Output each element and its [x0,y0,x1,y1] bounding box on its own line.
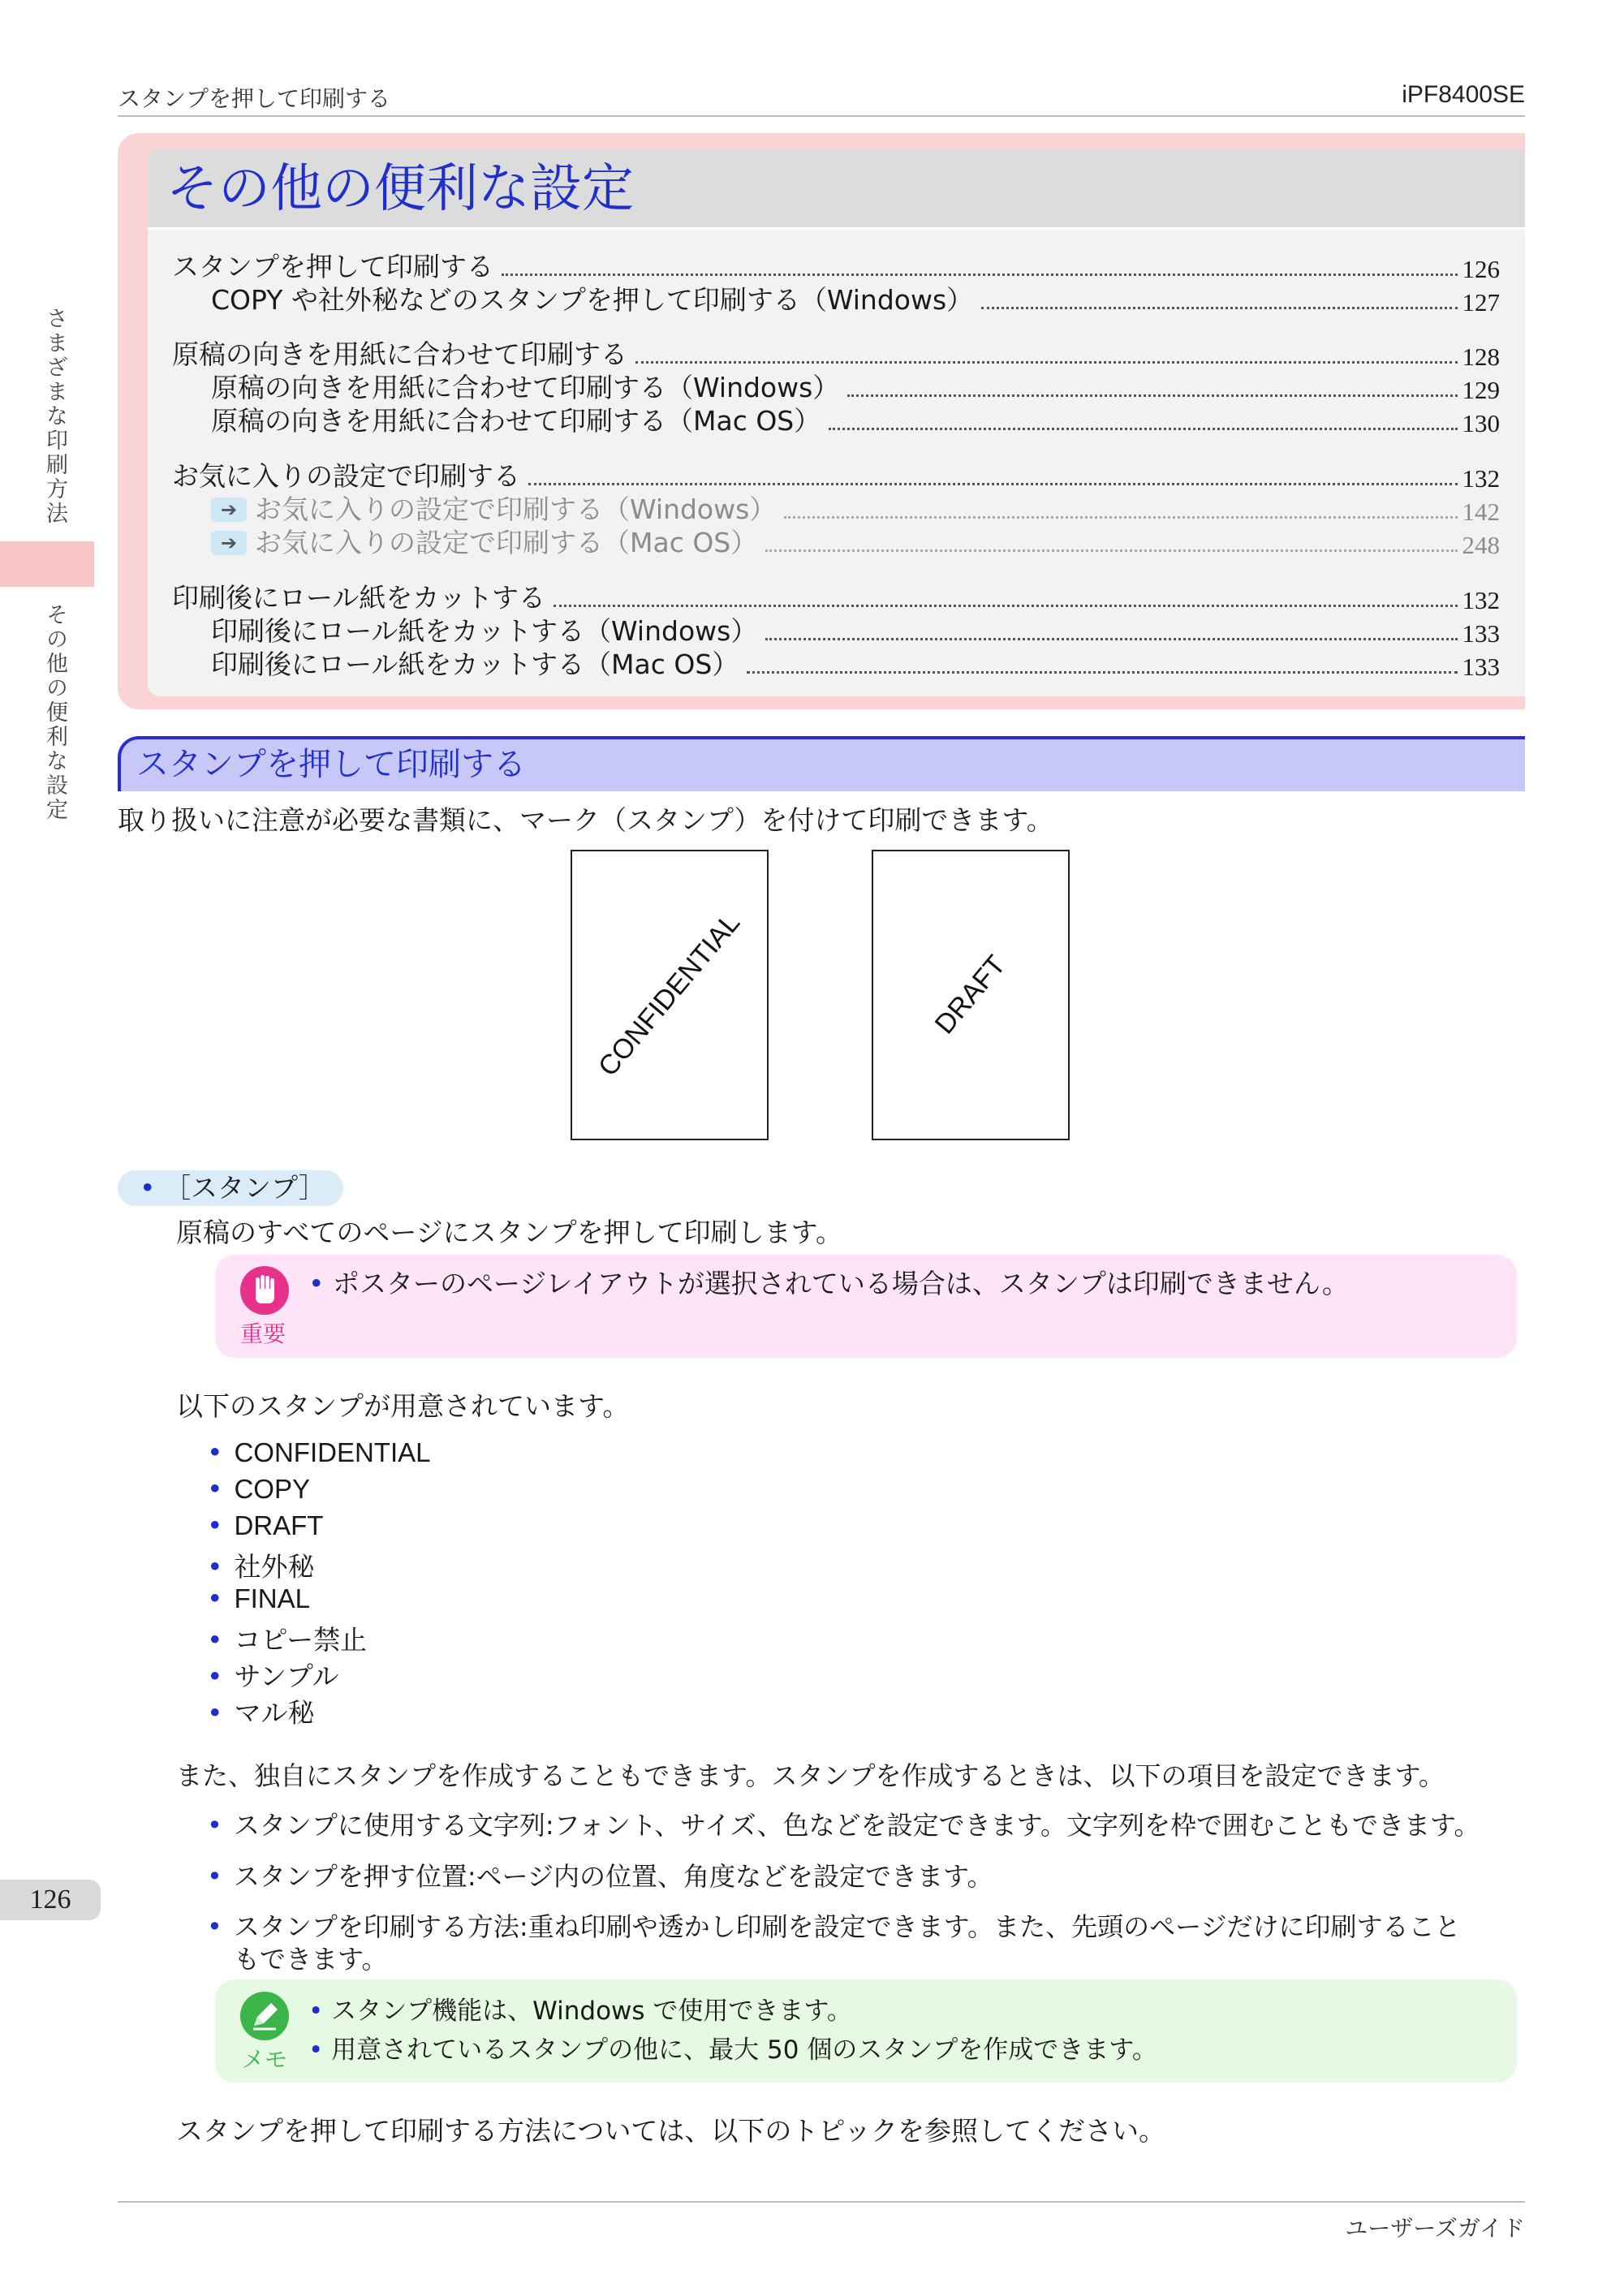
footer-guide-title: ユーザーズガイド [1345,2215,1525,2242]
toc-link-entry[interactable]: ➔ お気に入りの設定で印刷する（Mac OS） 248 [211,528,1500,560]
toc-entry[interactable]: 原稿の向きを用紙に合わせて印刷する（Windows） 129 [211,372,1500,404]
list-item: • COPY [207,1473,310,1505]
list-item: • 社外秘 [207,1551,315,1583]
arrow-right-icon: ➔ [211,531,247,555]
option-tag-stamp: • ［スタンプ］ [140,1172,325,1204]
list-item: • CONFIDENTIAL [207,1437,431,1468]
side-tab-active-marker [0,541,94,587]
custom-stamp-intro: また、独自にスタンプを作成することもできます。スタンプを作成するときは、以下の項目を設定できます。 [176,1760,1445,1791]
stamp-sample-text: CONFIDENTIAL [592,907,747,1083]
footer-rule [118,2201,1525,2203]
important-caption: 重要 [240,1320,286,1347]
bullet-icon: • [140,1172,156,1204]
toc-entry[interactable]: 印刷後にロール紙をカットする（Mac OS） 133 [211,648,1500,681]
arrow-right-icon: ➔ [211,498,247,522]
toc-link-entry[interactable]: ➔ お気に入りの設定で印刷する（Windows） 142 [211,494,1500,527]
section-outro: スタンプを押して印刷する方法については、以下のトピックを参照してください。 [176,2115,1166,2147]
pencil-icon [240,1992,289,2040]
section-intro: 取り扱いに注意が必要な書類に、マーク（スタンプ）を付けて印刷できます。 [118,804,1053,836]
stamp-sample-confidential [571,850,769,1140]
memo-caption: メモ [242,2046,288,2073]
running-header-model: iPF8400SE [1402,81,1525,108]
stamp-sample-draft [872,850,1070,1140]
side-tab-various-printing[interactable]: さまざまな印刷方法 [42,307,67,526]
toc-entry[interactable]: 印刷後にロール紙をカットする 132 [172,582,1500,614]
page-number: 126 [29,1885,71,1915]
toc-entry[interactable]: スタンプを押して印刷する 126 [172,251,1500,283]
memo-item: • 用意されているスタンプの他に、最大 50 個のスタンプを作成できます。 [308,2035,1157,2065]
list-item: • コピー禁止 [207,1624,368,1656]
bullet-icon: • [308,1997,324,2026]
header-rule [118,115,1525,117]
toc-entry[interactable]: COPY や社外秘などのスタンプを押して印刷する（Windows） 127 [211,284,1500,317]
important-item: • ポスターのページレイアウトが選択されている場合は、スタンプは印刷できません。 [308,1268,1349,1299]
hand-stop-icon [240,1266,289,1315]
side-tab-other-settings[interactable]: その他の便利な設定 [42,603,67,822]
bullet-icon: • [308,2035,324,2065]
list-item: • DRAFT [207,1510,324,1541]
stamp-sample-text: DRAFT [928,950,1012,1040]
toc-entry[interactable]: 印刷後にロール紙をカットする（Windows） 133 [211,615,1500,648]
chapter-title: その他の便利な設定 [166,159,634,219]
list-item: • スタンプを押す位置:ページ内の位置、角度などを設定できます。 [207,1861,993,1892]
option-description: 原稿のすべてのページにスタンプを押して印刷します。 [176,1217,843,1248]
toc-entry[interactable]: 原稿の向きを用紙に合わせて印刷する 128 [172,338,1500,371]
toc-entry[interactable]: お気に入りの設定で印刷する 132 [172,460,1500,493]
list-item-continuation: もできます。 [234,1944,388,1975]
list-item: • FINAL [207,1583,310,1614]
toc-entry[interactable]: 原稿の向きを用紙に合わせて印刷する（Mac OS） 130 [211,405,1500,437]
list-item: • マル秘 [207,1697,315,1729]
list-item: • サンプル [207,1661,339,1692]
stamp-list-intro: 以下のスタンプが用意されています。 [176,1390,630,1422]
memo-item: • スタンプ機能は、Windows で使用できます。 [308,1997,852,2026]
bullet-icon: • [308,1268,325,1299]
section-title: スタンプを押して印刷する [136,746,526,783]
list-item: • スタンプに使用する文字列:フォント、サイズ、色などを設定できます。文字列を枠で囲むこともできます。 [207,1810,1480,1841]
list-item: • スタンプを印刷する方法:重ね印刷や透かし印刷を設定できます。また、先頭のページだけに印刷すること [207,1911,1461,1942]
running-header-section: スタンプを押して印刷する [118,85,391,112]
